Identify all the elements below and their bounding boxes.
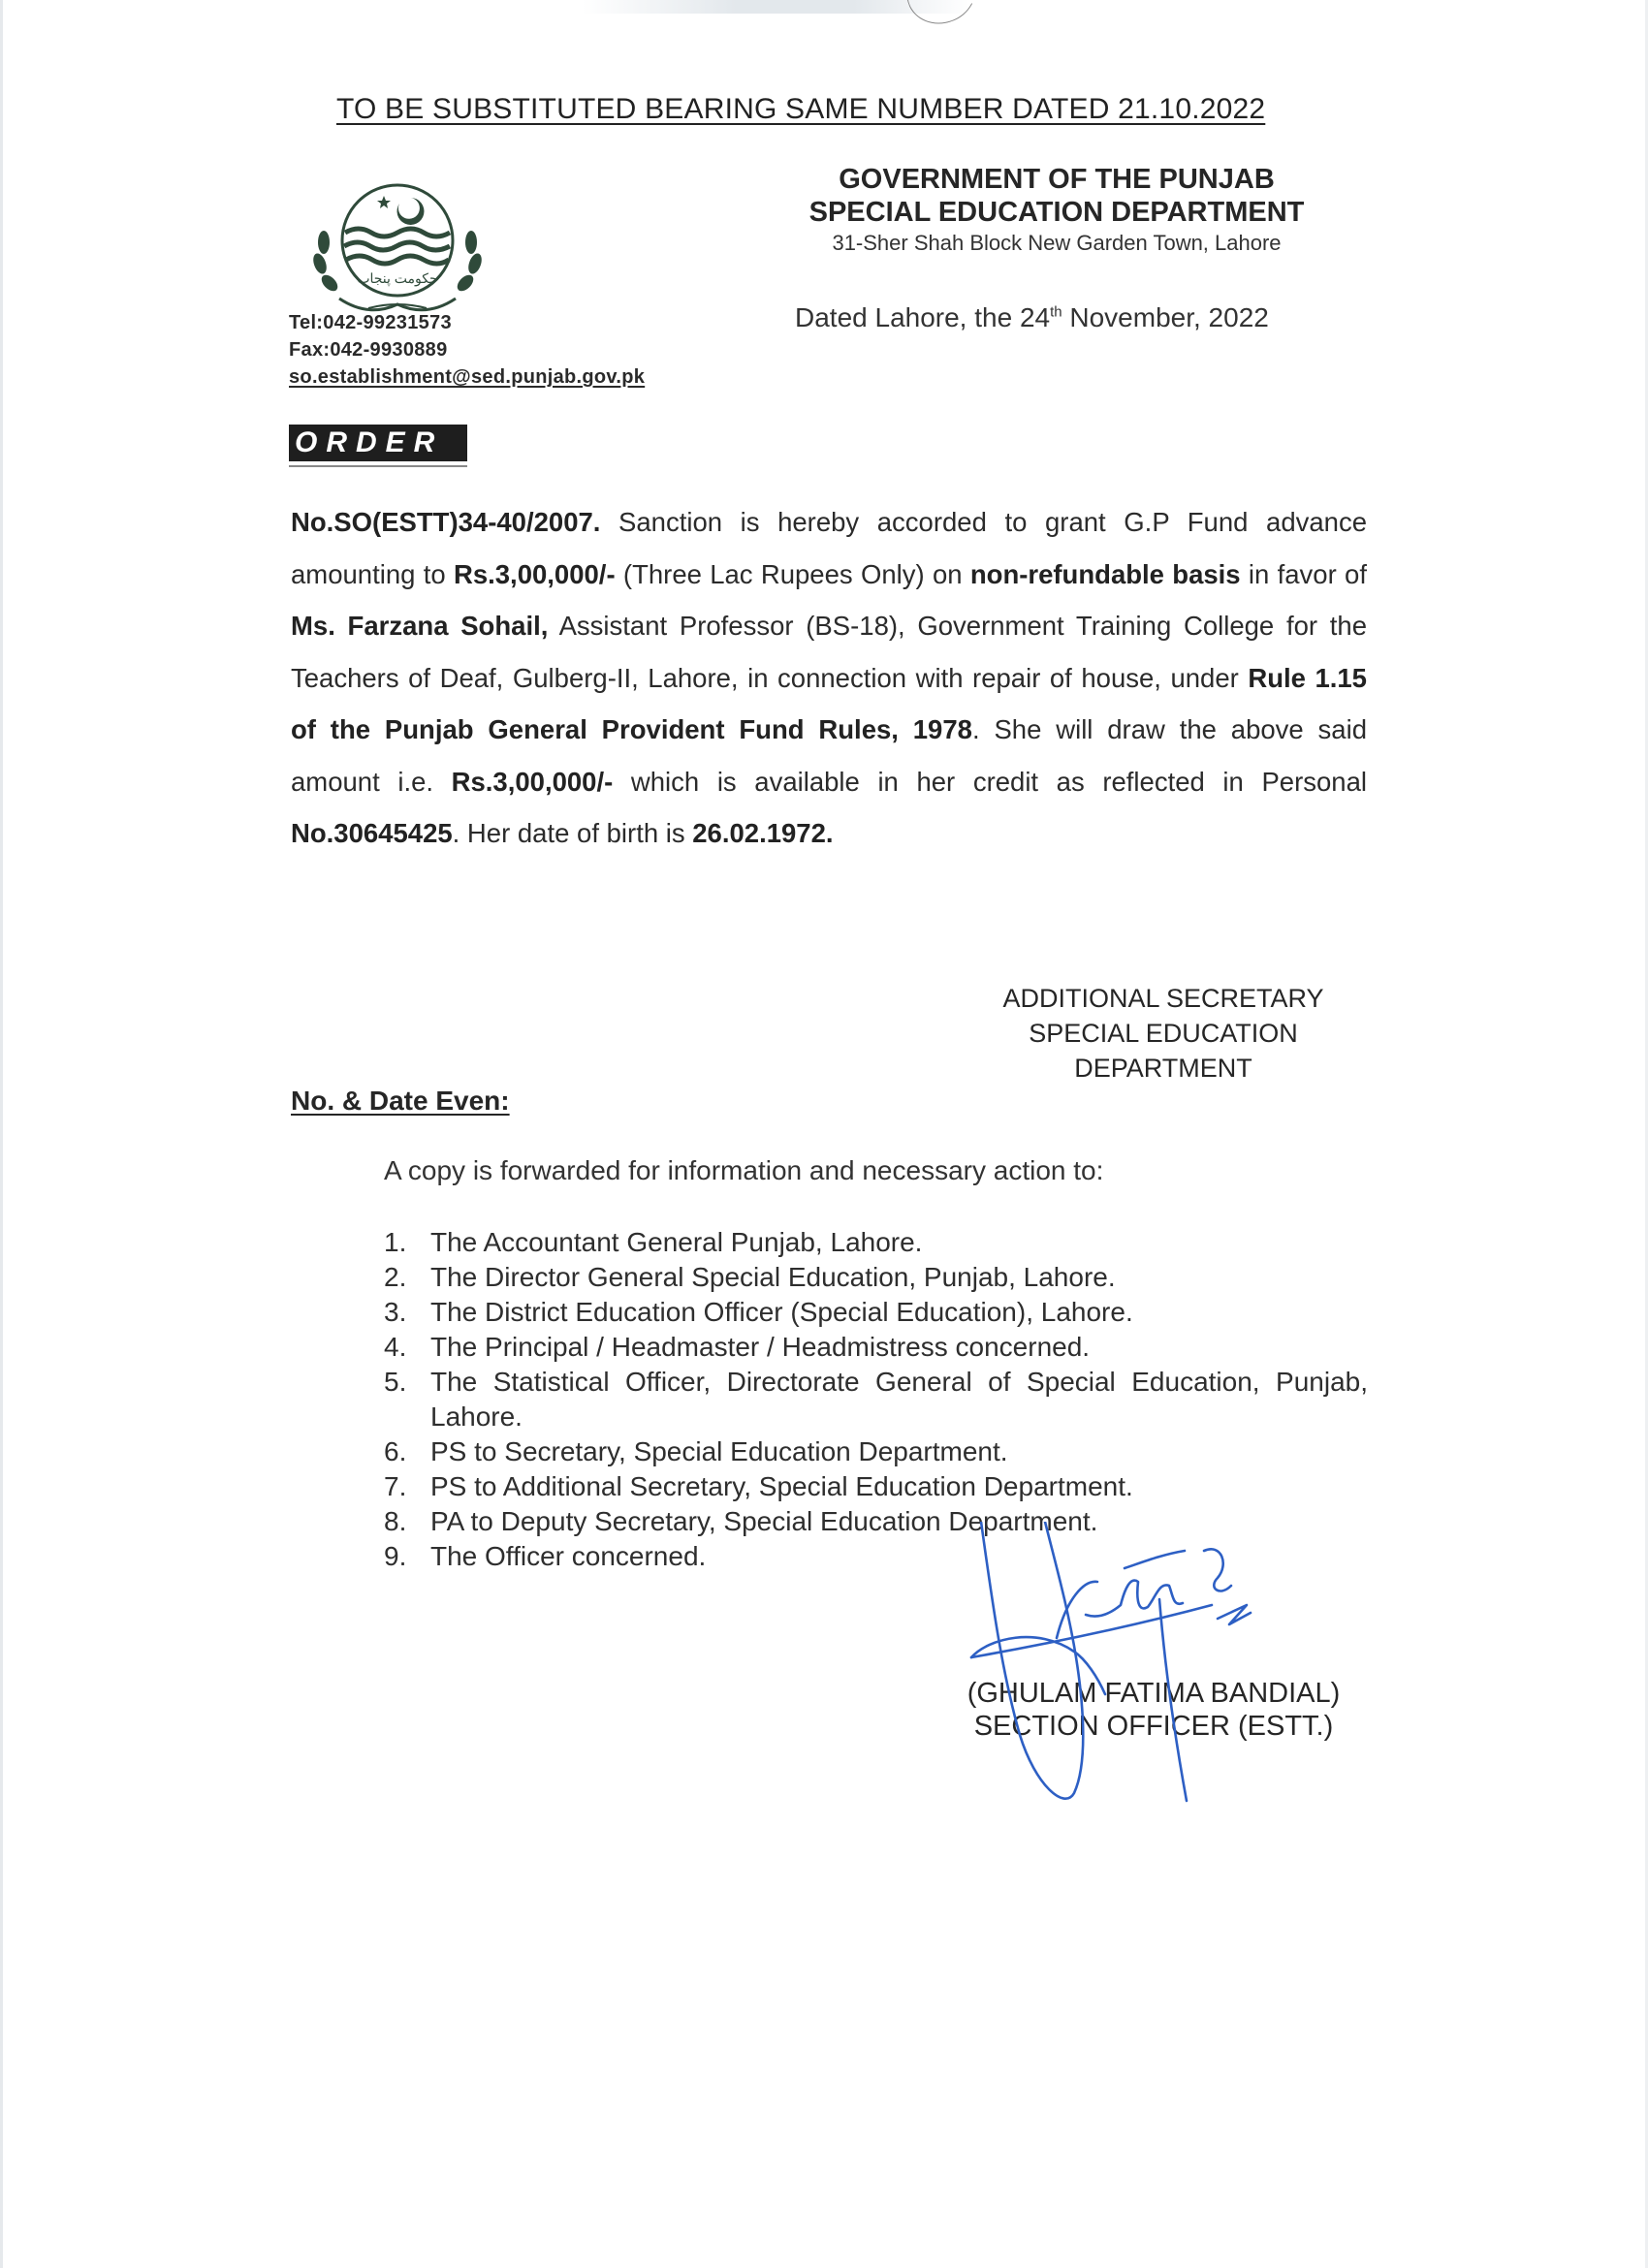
body-text: in favor of — [1240, 558, 1367, 589]
fax: Fax:042-9930889 — [289, 339, 448, 361]
body-text: . Her date of birth is — [452, 818, 693, 848]
item-number: 9. — [384, 1541, 407, 1571]
dated-ordinal: th — [1050, 303, 1062, 321]
letterhead — [766, 163, 1347, 258]
signoff-line: DEPARTMENT — [1074, 1054, 1252, 1083]
dated-line — [795, 302, 1269, 333]
item-number: 8. — [384, 1506, 407, 1536]
basis: non-refundable basis — [969, 558, 1241, 589]
dated-prefix: Dated Lahore, the 24 — [795, 302, 1051, 332]
amount-repeat: Rs.3,00,000/- — [451, 766, 614, 797]
item-text: The District Education Officer (Special Education), Lahore. — [430, 1297, 1133, 1327]
order-body — [291, 496, 1367, 860]
list-item — [384, 1330, 1368, 1365]
item-number: 2. — [384, 1262, 407, 1292]
list-item — [384, 1295, 1368, 1330]
list-item — [384, 1365, 1368, 1434]
authority-signoff — [931, 981, 1396, 1086]
employee-name: Ms. Farzana Sohail, — [291, 611, 549, 641]
item-text: The Officer concerned. — [430, 1541, 707, 1571]
item-text: PS to Secretary, Special Education Department. — [430, 1436, 1008, 1466]
signoff-line: ADDITIONAL SECRETARY — [1002, 984, 1324, 1013]
svg-text:حکومت پنجاب: حکومت پنجاب — [357, 270, 438, 286]
item-number: 1. — [384, 1227, 407, 1257]
body-text: which is available in her credit as reflected in Personal — [613, 766, 1367, 797]
item-text: PA to Deputy Secretary, Special Education Department. — [430, 1506, 1098, 1536]
amount: Rs.3,00,000/- — [453, 558, 616, 589]
ref-number: No.SO(ESTT)34-40/2007. — [291, 507, 601, 537]
email-link[interactable]: so.establishment@sed.punjab.gov.pk — [289, 366, 646, 388]
item-text: PS to Additional Secretary, Special Education Department. — [430, 1471, 1133, 1501]
list-item — [384, 1469, 1368, 1504]
telephone: Tel:042-99231573 — [289, 312, 452, 333]
signoff-line: SPECIAL EDUCATION — [1029, 1019, 1298, 1048]
punjab-government-logo — [301, 174, 494, 330]
item-text: The Principal / Headmaster / Headmistress concerned. — [430, 1332, 1091, 1362]
order-underline — [289, 465, 467, 467]
date-of-birth: 26.02.1972. — [692, 818, 834, 848]
crescent-icon — [396, 198, 424, 225]
handwritten-signature — [931, 1522, 1338, 1832]
officer-designation: SECTION OFFICER (ESTT.) — [973, 1711, 1334, 1742]
star-icon — [377, 196, 391, 208]
order-heading: ORDER — [295, 426, 444, 458]
list-item — [384, 1225, 1368, 1260]
dated-suffix: November, 2022 — [1062, 302, 1269, 332]
item-number: 5. — [384, 1367, 407, 1397]
item-text: The Statistical Officer, Directorate General of Special Education, Punjab, Lahore. — [430, 1367, 1368, 1432]
officer-name: (GHULAM FATIMA BANDIAL) — [967, 1678, 1341, 1709]
forward-text: A copy is forwarded for information and necessary action to: — [384, 1155, 1104, 1185]
rule-reference: Rule 1.15 of the Punjab General Provident Fund Rules, 1978 — [291, 662, 1367, 744]
order-heading-box — [289, 425, 467, 461]
scan-mark — [898, 0, 985, 33]
body-text: Sanction is hereby accorded to grant G.P Fund advance amounting to — [291, 507, 1367, 589]
list-item — [384, 1260, 1368, 1295]
item-text: The Accountant General Punjab, Lahore. — [430, 1227, 923, 1257]
item-text: The Director General Special Education, Punjab, Lahore. — [430, 1262, 1116, 1292]
item-number: 7. — [384, 1471, 407, 1501]
item-number: 3. — [384, 1297, 407, 1327]
department-address: 31-Sher Shah Block New Garden Town, Lahore — [832, 231, 1282, 255]
body-text: . She will draw the above said amount i.e. — [291, 714, 1368, 797]
item-number: 4. — [384, 1332, 407, 1362]
item-number: 6. — [384, 1436, 407, 1466]
scan-edge-left — [0, 0, 3, 2268]
department-name: SPECIAL EDUCATION DEPARTMENT — [808, 197, 1305, 228]
list-item — [384, 1434, 1368, 1469]
body-text: Assistant Professor (BS-18), Government Training College for the Teachers of Deaf, Gulberg-II, Lahore, in connection with repair of house, under — [291, 611, 1367, 693]
body-text: (Three Lac Rupees Only) on — [615, 558, 970, 589]
personal-number: No.30645425 — [291, 818, 453, 848]
substitution-title: TO BE SUBSTITUTED BEARING SAME NUMBER DATED 21.10.2022 — [336, 93, 1266, 125]
government-name: GOVERNMENT OF THE PUNJAB — [839, 164, 1275, 195]
no-date-even: No. & Date Even: — [291, 1086, 510, 1116]
